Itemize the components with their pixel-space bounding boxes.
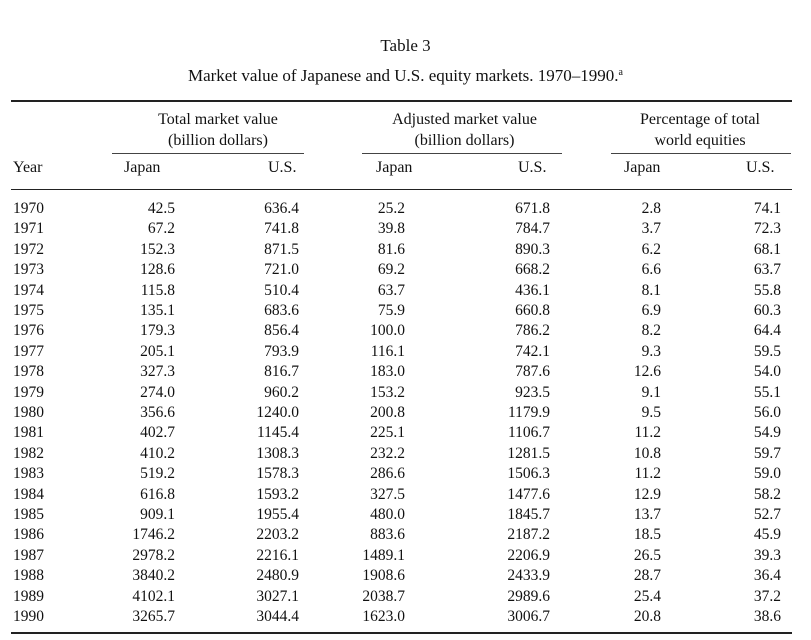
cell-value: 410.2 [140, 444, 175, 462]
cell-value: 871.5 [264, 240, 299, 258]
cell-value: 179.3 [140, 322, 175, 340]
group-header-line: (billion dollars) [414, 132, 515, 149]
cell-value: 225.1 [370, 424, 405, 442]
cell-value: 232.2 [370, 444, 405, 462]
cell-value: 616.8 [140, 485, 175, 503]
cell-year: 1974 [13, 281, 44, 299]
cell-year: 1986 [13, 526, 44, 544]
cell-value: 2989.6 [507, 587, 550, 605]
subheader-japan: Japan [124, 159, 161, 176]
cell-value: 671.8 [515, 200, 550, 217]
cell-value: 3.7 [641, 220, 661, 238]
cell-value: 52.7 [753, 506, 781, 523]
cell-value: 286.6 [370, 465, 405, 483]
cell-year: 1985 [13, 506, 44, 523]
cell-value: 135.1 [140, 302, 175, 319]
cell-value: 6.6 [641, 261, 661, 279]
table-row [0, 300, 811, 321]
cell-value: 3044.4 [256, 608, 299, 625]
table-title [0, 66, 811, 86]
cell-value: 59.5 [753, 342, 781, 360]
cell-value: 69.2 [377, 261, 405, 279]
table-row [0, 402, 811, 423]
cell-year: 1987 [13, 546, 44, 564]
cell-value: 856.4 [264, 322, 299, 340]
group-underline [362, 153, 562, 154]
table-row [0, 280, 811, 301]
cell-value: 1145.4 [256, 424, 299, 442]
cell-value: 519.2 [140, 465, 175, 483]
cell-value: 1845.7 [507, 506, 550, 523]
subheader-us: U.S. [746, 159, 775, 176]
cell-year: 1976 [13, 322, 44, 340]
cell-value: 12.6 [633, 363, 661, 381]
group-header-percentage-world-equities [605, 109, 795, 151]
cell-value: 75.9 [377, 302, 405, 319]
cell-value: 11.2 [634, 465, 661, 483]
cell-value: 742.1 [515, 342, 550, 360]
table-row [0, 341, 811, 362]
cell-value: 1240.0 [256, 404, 299, 421]
cell-value: 2433.9 [507, 567, 550, 585]
cell-value: 13.7 [633, 506, 661, 523]
table-row [0, 524, 811, 545]
cell-value: 1489.1 [362, 546, 405, 564]
cell-value: 1955.4 [256, 506, 299, 523]
table-title-text: Market value of Japanese and U.S. equity markets. 1970–1990. [187, 66, 619, 85]
cell-value: 59.7 [753, 444, 781, 462]
cell-value: 2206.9 [507, 546, 550, 564]
cell-value: 787.6 [515, 363, 550, 381]
cell-value: 1477.6 [507, 485, 550, 503]
cell-value: 480.0 [370, 506, 405, 523]
cell-value: 327.5 [370, 485, 405, 503]
cell-value: 10.8 [633, 444, 661, 462]
cell-value: 54.0 [753, 363, 781, 381]
cell-value: 356.6 [140, 404, 175, 421]
cell-value: 100.0 [370, 322, 405, 340]
cell-value: 2203.2 [256, 526, 299, 544]
cell-value: 786.2 [515, 322, 550, 340]
table-row [0, 443, 811, 464]
cell-value: 128.6 [140, 261, 175, 279]
table-row [0, 422, 811, 443]
cell-value: 67.2 [147, 220, 175, 238]
cell-value: 1578.3 [256, 465, 299, 483]
cell-value: 200.8 [370, 404, 405, 421]
cell-value: 12.9 [633, 485, 661, 503]
cell-value: 68.1 [753, 240, 781, 258]
header-rule [11, 189, 792, 190]
group-underline [611, 153, 791, 154]
cell-value: 9.1 [641, 383, 661, 401]
cell-value: 28.7 [633, 567, 661, 585]
cell-year: 1988 [13, 567, 44, 585]
cell-year: 1989 [13, 587, 44, 605]
cell-value: 6.9 [641, 302, 661, 319]
cell-value: 402.7 [140, 424, 175, 442]
cell-value: 59.0 [753, 465, 781, 483]
cell-value: 1506.3 [507, 465, 550, 483]
cell-year: 1978 [13, 363, 44, 381]
cell-value: 327.3 [140, 363, 175, 381]
cell-value: 793.9 [264, 342, 299, 360]
cell-year: 1990 [13, 608, 44, 625]
cell-value: 45.9 [753, 526, 781, 544]
cell-value: 3265.7 [132, 608, 175, 625]
cell-value: 2480.9 [256, 567, 299, 585]
cell-value: 60.3 [753, 302, 781, 319]
cell-value: 1308.3 [256, 444, 299, 462]
cell-value: 116.1 [370, 342, 405, 360]
group-header-total-market-value [128, 109, 308, 151]
cell-year: 1982 [13, 444, 44, 462]
cell-value: 55.8 [753, 281, 781, 299]
cell-value: 38.6 [753, 608, 781, 625]
cell-value: 721.0 [264, 261, 299, 279]
year-header: Year [13, 159, 43, 176]
cell-value: 741.8 [264, 220, 299, 238]
cell-value: 8.2 [641, 322, 661, 340]
table-number: Table 3 [380, 36, 431, 55]
cell-value: 25.2 [377, 200, 405, 217]
cell-value: 510.4 [264, 281, 299, 299]
cell-value: 436.1 [515, 281, 550, 299]
group-header-line: world equities [654, 132, 746, 149]
table-row [0, 484, 811, 505]
cell-value: 1281.5 [507, 444, 550, 462]
subheader-japan: Japan [376, 159, 413, 176]
cell-value: 183.0 [370, 363, 405, 381]
table-row [0, 504, 811, 525]
cell-year: 1984 [13, 485, 44, 503]
cell-value: 660.8 [515, 302, 550, 319]
cell-value: 816.7 [264, 363, 299, 381]
subheader-us: U.S. [268, 159, 297, 176]
cell-value: 74.1 [753, 200, 781, 217]
table-row [0, 259, 811, 280]
cell-value: 2978.2 [132, 546, 175, 564]
cell-value: 58.2 [753, 485, 781, 503]
cell-value: 153.2 [370, 383, 405, 401]
group-header-line: (billion dollars) [168, 132, 268, 149]
cell-year: 1977 [13, 342, 44, 360]
cell-value: 274.0 [140, 383, 175, 401]
footnote-marker: a [618, 67, 623, 78]
cell-value: 1746.2 [132, 526, 175, 544]
cell-value: 3840.2 [132, 567, 175, 585]
cell-value: 205.1 [140, 342, 175, 360]
table-row [0, 545, 811, 566]
cell-value: 115.8 [140, 281, 175, 299]
subheader-us: U.S. [518, 159, 547, 176]
cell-value: 63.7 [377, 281, 405, 299]
group-header-line: Percentage of total [640, 111, 760, 128]
cell-value: 72.3 [753, 220, 781, 238]
cell-year: 1973 [13, 261, 44, 279]
table-row [0, 586, 811, 607]
cell-year: 1979 [13, 383, 44, 401]
cell-value: 923.5 [515, 383, 550, 401]
cell-value: 25.4 [633, 587, 661, 605]
cell-value: 11.2 [634, 424, 661, 442]
table-row [0, 239, 811, 260]
cell-value: 6.2 [641, 240, 661, 258]
cell-year: 1972 [13, 240, 44, 258]
cell-value: 64.4 [753, 322, 781, 340]
cell-value: 8.1 [641, 281, 661, 299]
cell-year: 1983 [13, 465, 44, 483]
cell-year: 1980 [13, 404, 44, 421]
group-header-adjusted-market-value [362, 109, 567, 151]
cell-value: 3027.1 [256, 587, 299, 605]
cell-value: 1593.2 [256, 485, 299, 503]
cell-value: 36.4 [753, 567, 781, 585]
cell-value: 9.5 [641, 404, 661, 421]
group-underline [112, 153, 304, 154]
cell-value: 2038.7 [362, 587, 405, 605]
table-row [0, 361, 811, 382]
cell-year: 1981 [13, 424, 44, 442]
cell-value: 636.4 [264, 200, 299, 217]
table-row [0, 198, 811, 219]
cell-value: 883.6 [370, 526, 405, 544]
cell-value: 56.0 [753, 404, 781, 421]
cell-value: 1623.0 [362, 608, 405, 625]
group-header-line: Adjusted market value [392, 111, 537, 128]
table-row [0, 320, 811, 341]
cell-value: 55.1 [753, 383, 781, 401]
cell-value: 960.2 [264, 383, 299, 401]
cell-value: 2216.1 [256, 546, 299, 564]
cell-value: 26.5 [633, 546, 661, 564]
cell-value: 152.3 [140, 240, 175, 258]
cell-value: 81.6 [377, 240, 405, 258]
cell-value: 668.2 [515, 261, 550, 279]
cell-year: 1975 [13, 302, 44, 319]
cell-year: 1970 [13, 200, 44, 217]
cell-value: 1179.9 [507, 404, 550, 421]
cell-value: 39.8 [377, 220, 405, 238]
cell-value: 4102.1 [132, 587, 175, 605]
cell-value: 9.3 [641, 342, 661, 360]
table-row [0, 565, 811, 586]
cell-value: 63.7 [753, 261, 781, 279]
cell-value: 3006.7 [507, 608, 550, 625]
table-row [0, 606, 811, 627]
cell-value: 20.8 [633, 608, 661, 625]
cell-value: 37.2 [753, 587, 781, 605]
cell-value: 1106.7 [507, 424, 550, 442]
bottom-rule [11, 632, 792, 634]
cell-value: 39.3 [753, 546, 781, 564]
cell-value: 42.5 [147, 200, 175, 217]
table-row [0, 463, 811, 484]
cell-value: 784.7 [515, 220, 550, 238]
cell-value: 909.1 [140, 506, 175, 523]
cell-year: 1971 [13, 220, 44, 238]
cell-value: 1908.6 [362, 567, 405, 585]
cell-value: 18.5 [633, 526, 661, 544]
cell-value: 2.8 [641, 200, 661, 217]
group-header-line: Total market value [158, 111, 278, 128]
cell-value: 890.3 [515, 240, 550, 258]
table-row [0, 218, 811, 239]
cell-value: 54.9 [753, 424, 781, 442]
subheader-japan: Japan [624, 159, 661, 176]
cell-value: 683.6 [264, 302, 299, 319]
top-rule [11, 100, 792, 102]
table-row [0, 382, 811, 403]
cell-value: 2187.2 [507, 526, 550, 544]
